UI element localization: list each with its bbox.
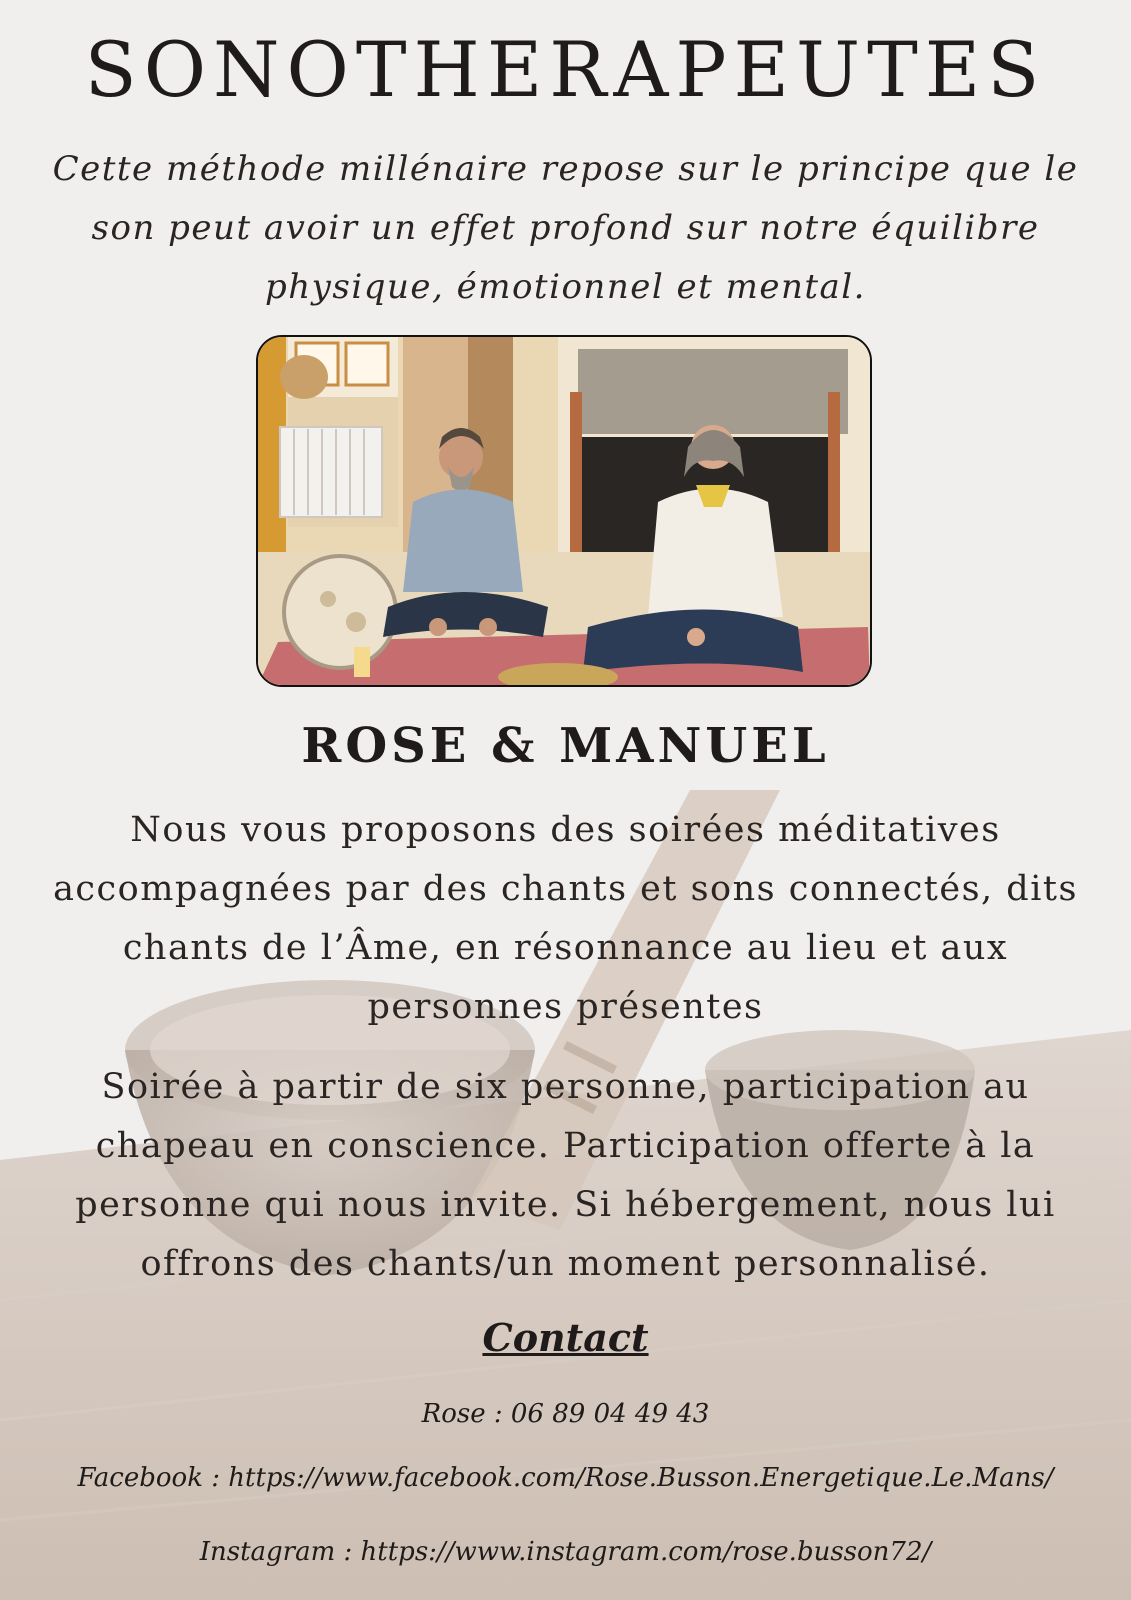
- page-title: SONOTHERAPEUTES: [84, 25, 1047, 114]
- therapists-names: ROSE & MANUEL: [301, 718, 830, 774]
- contact-heading: Contact: [482, 1315, 649, 1360]
- participation-details: Soirée à partir de six personne, participation au chapeau en conscience. Participation offerte à la personne qui nous invite. Si hébergement, nous lui offrons des chants/un moment personnalisé.: [75, 1067, 1056, 1284]
- contact-phone: Rose : 06 89 04 49 43: [421, 1399, 710, 1429]
- contact-facebook-link[interactable]: Facebook : https://www.facebook.com/Rose.Busson.Energetique.Le.Mans/: [77, 1463, 1054, 1493]
- contact-instagram-link[interactable]: Instagram : https://www.instagram.com/rose.busson72/: [199, 1537, 932, 1567]
- intro-text: Cette méthode millénaire repose sur le principe que le son peut avoir un effet profond sur notre équilibre physique, émotionnel et mental.: [52, 149, 1079, 307]
- offer-description: Nous vous proposons des soirées méditatives accompagnées par des chants et sons connectés, dits chants de l’Âme, en résonnance au lieu et aux personnes présentes: [53, 810, 1078, 1027]
- therapists-photo-illustration: [258, 337, 870, 685]
- therapists-photo: [256, 335, 872, 687]
